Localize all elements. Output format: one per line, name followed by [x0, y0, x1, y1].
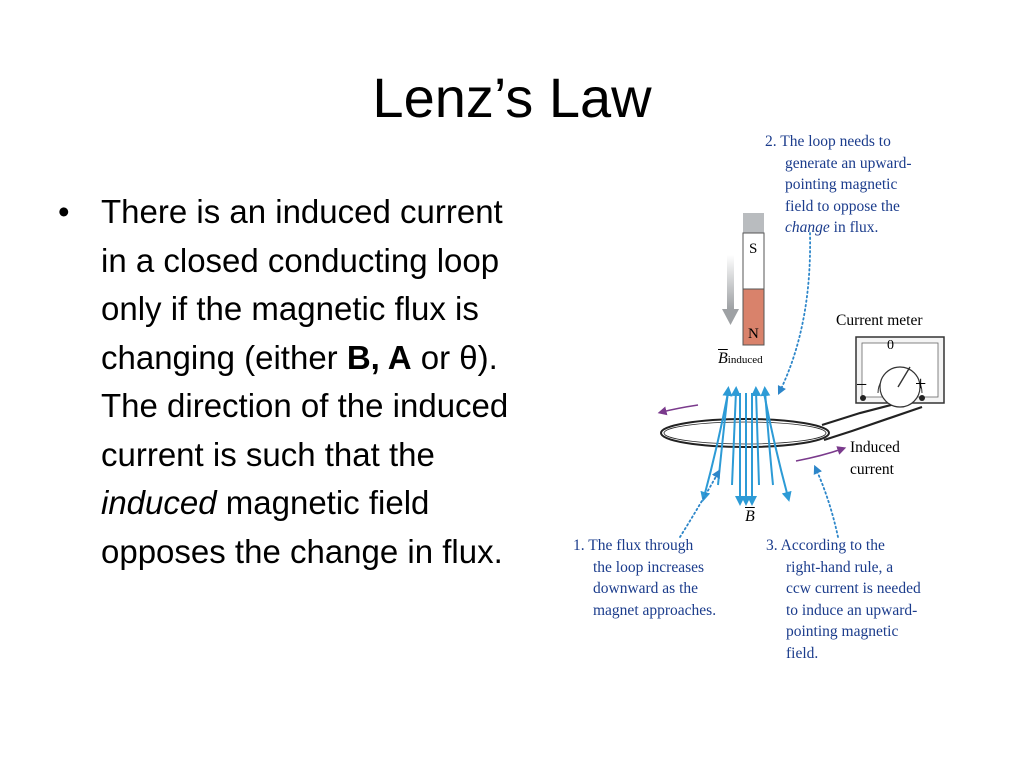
bullet-item [101, 188, 528, 576]
meter-zero-label: 0 [887, 338, 894, 353]
magnet-field-arrows [704, 393, 788, 501]
caption-3-number: 3. [766, 537, 778, 554]
caption-2-number: 2. [765, 133, 777, 150]
induced-current-line-1: Induced [850, 439, 900, 456]
bullet-text-part-3: magnetic field opposes the change in flux. [101, 484, 503, 570]
meter-plus-label: + [915, 373, 927, 395]
magnet-north-label: N [748, 326, 759, 342]
current-meter-label: Current meter [836, 312, 923, 329]
caption-1 [573, 535, 716, 621]
caption-1-line-2: the loop increases [593, 558, 705, 576]
bullet-text-part-2: or θ). The direction of the induced current is such that the [101, 338, 509, 473]
caption-2-line-2: generate an upward- [785, 154, 912, 172]
caption-1-line-4: magnet approaches. [593, 601, 717, 619]
b-induced-subscript: induced [727, 354, 763, 366]
magnet-south-label: S [749, 241, 758, 257]
meter-minus-label: − [856, 374, 868, 396]
bullet-bold-text: B, A [346, 338, 412, 376]
magnet-motion-arrow [722, 255, 739, 325]
b-induced-symbol: $\overline{B}$ [718, 350, 728, 367]
lenz-law-diagram [560, 125, 1010, 670]
bullet-list [58, 188, 528, 576]
caption-2-line-5-rest: in flux. [829, 219, 879, 237]
caption-2-line-4: field to oppose the [785, 197, 900, 215]
caption-3-line-4: to induce an upward- [786, 601, 918, 619]
b-field-label [745, 506, 755, 528]
caption-1-line-1: The flux through [588, 537, 694, 554]
induced-current-line-2: current [850, 460, 894, 478]
induced-current-label [850, 437, 900, 480]
bullet-marker: • [58, 193, 70, 230]
caption-3-line-1: According to the [780, 537, 885, 554]
caption-2-line-3: pointing magnetic [785, 176, 898, 194]
caption-2-italic: change [785, 219, 830, 237]
caption-3 [766, 535, 921, 665]
bullet-text-part-1: There is an induced current in a closed conducting loop only if the magnetic flux is changing (either [101, 193, 503, 376]
caption-1-number: 1. [573, 537, 585, 554]
caption-3-line-3: ccw current is needed [786, 580, 921, 598]
caption-3-line-5: pointing magnetic [786, 623, 899, 641]
caption-2-line-1: The loop needs to [780, 133, 891, 150]
b-induced-label [718, 348, 763, 372]
bullet-italic-text: induced [101, 484, 217, 521]
slide-title: Lenz’s Law [372, 66, 652, 129]
b-field-symbol: $\overline{B}$ [745, 508, 755, 525]
caption-3-line-6: field. [786, 644, 819, 662]
caption-3-line-2: right-hand rule, a [786, 558, 894, 576]
caption-1-line-3: downward as the [593, 580, 699, 598]
current-meter [856, 337, 944, 407]
